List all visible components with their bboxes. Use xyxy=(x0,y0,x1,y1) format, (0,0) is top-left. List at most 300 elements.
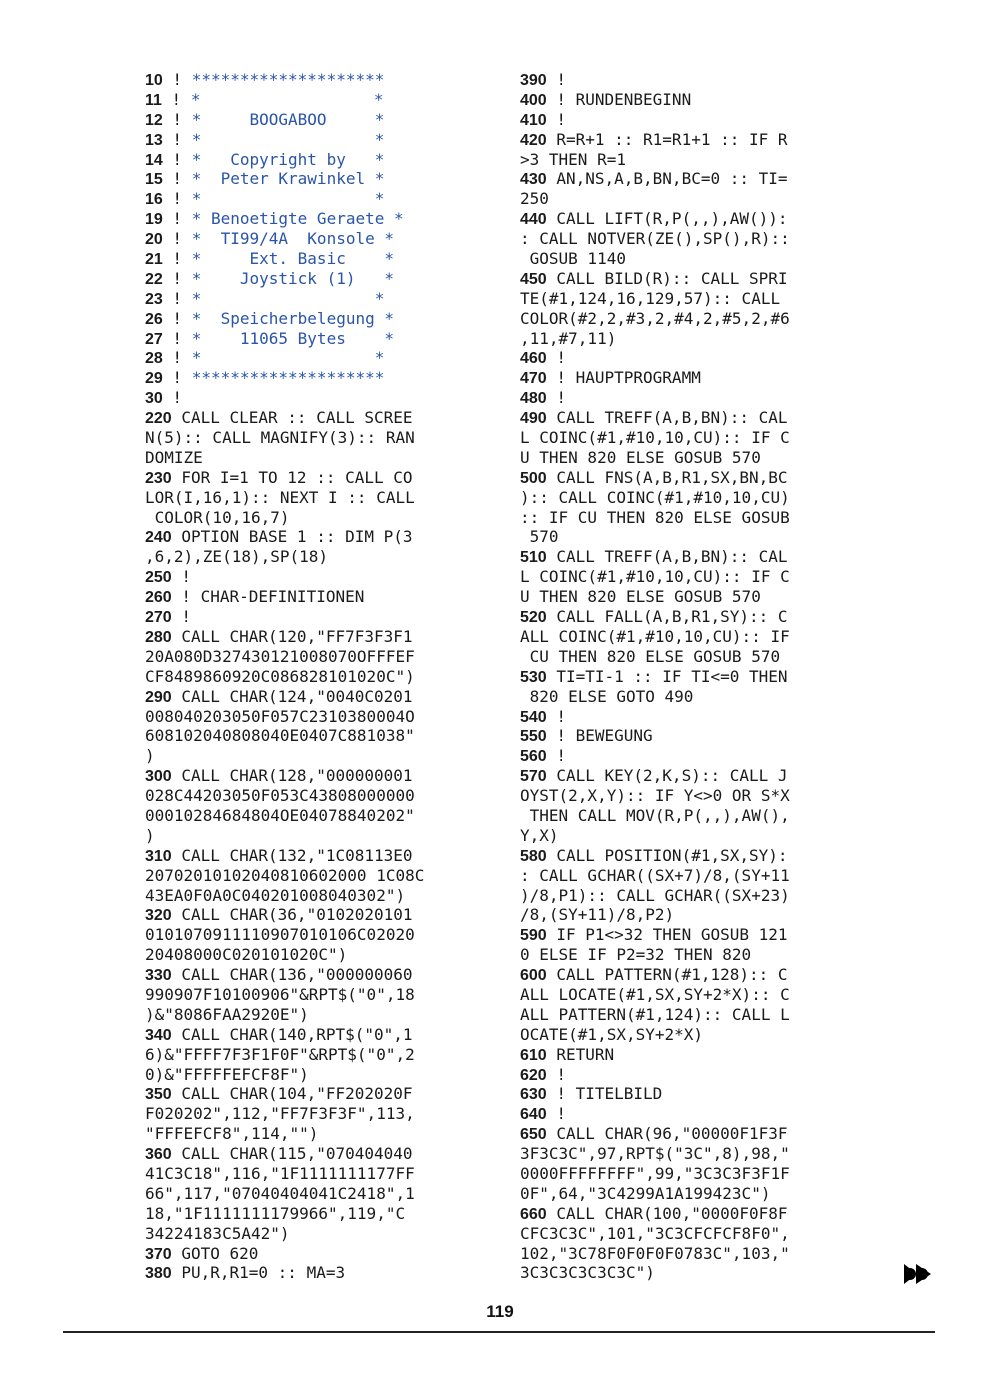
code-line xyxy=(145,488,424,508)
code-text: 0)&"FFFFFEFCF8F") xyxy=(145,1064,309,1084)
code-text: : CALL GCHAR((SX+7)/8,(SY+11 xyxy=(520,865,790,885)
code-line xyxy=(520,348,790,368)
code-text: ! TITELBILD xyxy=(546,1084,663,1104)
line-number: 410 xyxy=(520,111,547,129)
code-line xyxy=(520,567,790,587)
code-text: ! xyxy=(162,249,192,269)
code-text: CALL CHAR(115,"070404040 xyxy=(171,1144,413,1164)
code-line xyxy=(520,269,790,289)
code-text: 20408000C020101020C") xyxy=(145,945,348,965)
code-text: ! CHAR-DEFINITIONEN xyxy=(171,587,365,607)
code-text: COLOR(#2,2,#3,2,#4,2,#5,2,#6 xyxy=(520,308,790,328)
code-line xyxy=(145,726,424,746)
line-number: 30 xyxy=(145,390,163,408)
banner-text: * Benoetigte Geraete * xyxy=(191,209,404,229)
code-line xyxy=(145,90,424,110)
code-text: ALL LOCATE(#1,SX,SY+2*X):: C xyxy=(520,984,790,1004)
code-text: ! xyxy=(171,567,191,587)
code-line xyxy=(145,448,424,468)
code-text: ! xyxy=(162,268,192,288)
line-number: 230 xyxy=(145,469,172,487)
code-text: OCATE(#1,SX,SY+2*X) xyxy=(520,1024,704,1044)
code-line xyxy=(145,1164,424,1184)
line-number: 420 xyxy=(520,131,547,149)
code-line xyxy=(520,547,790,567)
code-line xyxy=(520,667,790,687)
code-line xyxy=(520,209,790,229)
line-number: 21 xyxy=(145,251,163,269)
code-line xyxy=(145,886,424,906)
code-text: ! xyxy=(162,368,192,388)
code-line xyxy=(520,1104,790,1124)
line-number: 460 xyxy=(520,350,547,368)
code-text: CALL TREFF(A,B,BN):: CAL xyxy=(546,547,788,567)
code-line xyxy=(520,70,790,90)
banner-text: * Ext. Basic * xyxy=(191,249,394,269)
line-number: 13 xyxy=(145,131,163,149)
line-number: 370 xyxy=(145,1245,172,1263)
code-text: ,6,2),ZE(18),SP(18) xyxy=(145,547,329,567)
code-text: )&"8086FAA2920E") xyxy=(145,1004,309,1024)
code-line xyxy=(520,945,790,965)
code-line xyxy=(145,269,424,289)
line-number: 29 xyxy=(145,370,163,388)
line-number: 400 xyxy=(520,91,547,109)
code-text: ! xyxy=(162,209,192,229)
code-line xyxy=(145,169,424,189)
code-line xyxy=(145,70,424,90)
code-line xyxy=(520,746,790,766)
code-text: PU,R,R1=0 :: MA=3 xyxy=(171,1263,346,1283)
code-line xyxy=(145,1084,424,1104)
code-line xyxy=(145,1263,424,1283)
code-line xyxy=(520,1144,790,1164)
code-text: CF8489860920C086828101020C") xyxy=(145,666,415,686)
code-text: ! xyxy=(162,149,192,169)
code-line xyxy=(145,1124,424,1144)
code-text: ! xyxy=(162,388,183,408)
code-text: ,11,#7,11) xyxy=(520,328,617,348)
code-text: OYST(2,X,Y):: IF Y<>0 OR S*X xyxy=(520,786,790,806)
line-number: 520 xyxy=(520,609,547,627)
code-line xyxy=(520,329,790,349)
code-text: 18,"1F1111111179966",119,"C xyxy=(145,1203,406,1223)
code-line xyxy=(520,806,790,826)
code-line xyxy=(145,527,424,547)
code-line xyxy=(145,110,424,130)
line-number: 22 xyxy=(145,270,163,288)
line-number: 490 xyxy=(520,410,547,428)
code-text: U THEN 820 ELSE GOSUB 570 xyxy=(520,587,761,607)
code-line xyxy=(145,468,424,488)
code-line xyxy=(145,826,424,846)
code-text: N(5):: CALL MAGNIFY(3):: RAN xyxy=(145,428,415,448)
line-number: 11 xyxy=(145,91,162,109)
code-line xyxy=(145,1144,424,1164)
code-text: 0 ELSE IF P2=32 THEN 820 xyxy=(520,945,752,965)
code-text: CALL PATTERN(#1,128):: C xyxy=(546,965,788,985)
line-number: 20 xyxy=(145,231,163,249)
code-text: CALL CHAR(36,"0102020101 xyxy=(171,905,413,925)
banner-text: * * xyxy=(190,89,384,109)
code-text: THEN CALL MOV(R,P(,,),AW(), xyxy=(520,805,790,825)
double-arrow-right-icon xyxy=(903,1262,935,1286)
code-text: CFC3C3C",101,"3C3CFCFCF8F0", xyxy=(520,1223,790,1243)
code-line xyxy=(520,130,790,150)
code-line xyxy=(145,925,424,945)
line-number: 540 xyxy=(520,708,547,726)
code-line xyxy=(520,408,790,428)
line-number: 12 xyxy=(145,111,163,129)
code-text: ! xyxy=(546,388,566,408)
line-number: 290 xyxy=(145,688,172,706)
code-text: 00010284684804OE04078840202" xyxy=(145,805,415,825)
code-text: ! xyxy=(162,109,192,129)
code-line xyxy=(145,667,424,687)
code-line xyxy=(520,726,790,746)
code-line xyxy=(520,169,790,189)
code-line xyxy=(145,428,424,448)
code-text: GOSUB 1140 xyxy=(520,249,626,269)
code-line xyxy=(520,905,790,925)
code-text: CALL CHAR(100,"0000F0F8F xyxy=(546,1203,788,1223)
code-line xyxy=(145,348,424,368)
banner-text: * * xyxy=(191,129,385,149)
line-number: 280 xyxy=(145,628,172,646)
line-number: 19 xyxy=(145,211,163,229)
line-number: 570 xyxy=(520,768,547,786)
line-number: 500 xyxy=(520,469,547,487)
code-text: 0F",64,"3C4299A1A199423C") xyxy=(520,1183,771,1203)
code-text: : CALL NOTVER(ZE(),SP(),R):: xyxy=(520,229,790,249)
code-text: ! xyxy=(162,348,192,368)
code-line xyxy=(520,1224,790,1244)
code-text: 20A080D327430121008070OFFFEF xyxy=(145,646,415,666)
line-number: 250 xyxy=(145,569,172,587)
code-line xyxy=(520,388,790,408)
code-line xyxy=(145,1244,424,1264)
code-text: ! xyxy=(546,1104,566,1124)
code-text: 008040203050F057C2310380004O xyxy=(145,706,415,726)
code-line xyxy=(520,527,790,547)
code-text: ! xyxy=(162,129,192,149)
code-line xyxy=(520,428,790,448)
code-text: ! xyxy=(162,70,192,89)
line-number: 23 xyxy=(145,290,163,308)
banner-text: * TI99/4A Konsole * xyxy=(191,229,394,249)
code-line xyxy=(145,1204,424,1224)
line-number: 550 xyxy=(520,728,547,746)
code-line xyxy=(520,846,790,866)
code-line xyxy=(145,249,424,269)
line-number: 300 xyxy=(145,768,172,786)
code-text: ! xyxy=(162,288,192,308)
code-text: ! xyxy=(171,607,191,627)
code-line xyxy=(520,1124,790,1144)
code-line xyxy=(145,607,424,627)
code-line xyxy=(145,985,424,1005)
left-code-column xyxy=(145,70,424,1283)
banner-text: * * xyxy=(191,189,385,209)
code-line xyxy=(520,607,790,627)
code-line xyxy=(520,448,790,468)
code-text: 990907F10100906"&RPT$("0",18 xyxy=(145,984,415,1004)
code-line xyxy=(520,1025,790,1045)
code-line xyxy=(145,965,424,985)
line-number: 600 xyxy=(520,967,547,985)
code-line xyxy=(145,408,424,428)
code-line xyxy=(145,130,424,150)
line-number: 14 xyxy=(145,151,163,169)
code-line xyxy=(145,647,424,667)
line-number: 350 xyxy=(145,1086,172,1104)
code-text: CALL CHAR(128,"000000001 xyxy=(171,766,413,786)
code-line xyxy=(145,150,424,170)
code-line xyxy=(520,90,790,110)
line-number: 310 xyxy=(145,847,172,865)
code-text: CALL CHAR(140,RPT$("0",1 xyxy=(171,1024,413,1044)
code-line xyxy=(520,488,790,508)
code-text: ALL COINC(#1,#10,10,CU):: IF xyxy=(520,626,790,646)
code-text: 6)&"FFFF7F3F1F0F"&RPT$("0",2 xyxy=(145,1044,415,1064)
code-text: TE(#1,124,16,129,57):: CALL xyxy=(520,288,781,308)
code-text: U THEN 820 ELSE GOSUB 570 xyxy=(520,447,761,467)
code-line xyxy=(145,209,424,229)
line-number: 260 xyxy=(145,589,172,607)
code-line xyxy=(520,468,790,488)
code-text: 608102040808040E0407C881038" xyxy=(145,726,415,746)
code-line xyxy=(520,1263,790,1283)
code-line xyxy=(145,567,424,587)
code-text: Y,X) xyxy=(520,825,559,845)
code-line xyxy=(145,1045,424,1065)
code-line xyxy=(145,189,424,209)
code-text: ! xyxy=(546,70,566,89)
code-text: ! xyxy=(162,328,192,348)
code-line xyxy=(520,249,790,269)
line-number: 240 xyxy=(145,529,172,547)
code-text: >3 THEN R=1 xyxy=(520,149,626,169)
code-line xyxy=(145,806,424,826)
code-line xyxy=(145,388,424,408)
code-text: ! xyxy=(162,189,192,209)
code-line xyxy=(145,1005,424,1025)
code-line xyxy=(145,587,424,607)
line-number: 450 xyxy=(520,270,547,288)
code-text: ! BEWEGUNG xyxy=(546,726,653,746)
code-line xyxy=(145,1065,424,1085)
code-line xyxy=(520,866,790,886)
code-line xyxy=(145,905,424,925)
line-number: 15 xyxy=(145,171,163,189)
code-text: IF P1<>32 THEN GOSUB 121 xyxy=(546,925,788,945)
code-text: ! xyxy=(546,706,566,726)
banner-text: * * xyxy=(191,288,385,308)
code-text: COLOR(10,16,7) xyxy=(145,507,290,527)
line-number: 610 xyxy=(520,1046,547,1064)
line-number: 560 xyxy=(520,748,547,766)
code-line xyxy=(520,508,790,528)
code-text: 34224183C5A42") xyxy=(145,1223,290,1243)
code-line xyxy=(520,1065,790,1085)
code-line xyxy=(145,508,424,528)
code-text: L COINC(#1,#10,10,CU):: IF C xyxy=(520,567,790,587)
page-number: 119 xyxy=(486,1302,514,1321)
line-number: 660 xyxy=(520,1205,547,1223)
code-line xyxy=(520,189,790,209)
code-text: LOR(I,16,1):: NEXT I :: CALL xyxy=(145,487,415,507)
code-text: 102,"3C78F0F0F0F0783C",103," xyxy=(520,1243,790,1263)
code-text: 66",117,"07040404041C2418",1 xyxy=(145,1183,415,1203)
code-line xyxy=(520,766,790,786)
line-number: 10 xyxy=(145,72,163,89)
code-text: ! xyxy=(162,229,192,249)
code-line xyxy=(145,766,424,786)
code-text: OPTION BASE 1 :: DIM P(3 xyxy=(171,527,413,547)
code-text: DOMIZE xyxy=(145,447,203,467)
code-text: ALL PATTERN(#1,124):: CALL L xyxy=(520,1004,790,1024)
code-text: "FFFEFCF8",114,"") xyxy=(145,1124,319,1144)
code-line xyxy=(520,687,790,707)
code-line xyxy=(520,1005,790,1025)
footer-divider xyxy=(63,1331,935,1333)
code-text: 570 xyxy=(520,527,559,547)
code-line xyxy=(520,985,790,1005)
code-line xyxy=(520,965,790,985)
code-text: 0000FFFFFFFF",99,"3C3C3F3F1F xyxy=(520,1163,790,1183)
code-text: R=R+1 :: R1=R1+1 :: IF R xyxy=(546,129,788,149)
code-line xyxy=(520,229,790,249)
code-text: CALL CHAR(132,"1C08113E0 xyxy=(171,845,413,865)
banner-text: * Copyright by * xyxy=(191,149,385,169)
code-line xyxy=(520,886,790,906)
code-line xyxy=(145,1184,424,1204)
code-line xyxy=(145,1025,424,1045)
code-line xyxy=(520,647,790,667)
banner-text: ******************** xyxy=(191,70,385,89)
line-number: 26 xyxy=(145,310,163,328)
code-line xyxy=(145,687,424,707)
code-line xyxy=(145,945,424,965)
code-text: 3C3C3C3C3C3C") xyxy=(520,1263,655,1283)
code-line xyxy=(145,846,424,866)
code-line xyxy=(145,368,424,388)
code-text: FOR I=1 TO 12 :: CALL CO xyxy=(171,467,413,487)
code-text: CALL KEY(2,K,S):: CALL J xyxy=(546,766,788,786)
code-text: CALL POSITION(#1,SX,SY): xyxy=(546,845,788,865)
line-number: 590 xyxy=(520,927,547,945)
code-line xyxy=(145,229,424,249)
line-number: 220 xyxy=(145,410,172,428)
code-text: 41C3C18",116,"1F1111111177FF xyxy=(145,1163,415,1183)
code-line xyxy=(520,1045,790,1065)
line-number: 620 xyxy=(520,1066,547,1084)
code-text: CALL CLEAR :: CALL SCREE xyxy=(171,408,413,428)
line-number: 340 xyxy=(145,1026,172,1044)
code-text: GOTO 620 xyxy=(171,1243,259,1263)
line-number: 380 xyxy=(145,1265,172,1283)
code-line xyxy=(520,289,790,309)
code-line xyxy=(145,707,424,727)
code-text: 20702010102040810602000 1C08C xyxy=(145,865,425,885)
code-text: CALL FNS(A,B,R1,SX,BN,BC xyxy=(546,467,788,487)
code-text: ! xyxy=(546,1064,566,1084)
banner-text: * * xyxy=(191,348,385,368)
banner-text: * Peter Krawinkel * xyxy=(191,169,385,189)
code-text: CALL CHAR(96,"00000F1F3F xyxy=(546,1124,788,1144)
banner-text: * Joystick (1) * xyxy=(191,268,394,288)
code-line xyxy=(145,627,424,647)
code-text: CALL CHAR(136,"000000060 xyxy=(171,965,413,985)
code-line xyxy=(520,925,790,945)
code-line xyxy=(520,627,790,647)
code-line xyxy=(520,1204,790,1224)
line-number: 360 xyxy=(145,1146,172,1164)
code-line xyxy=(520,1244,790,1264)
code-text: 43EA0F0A0C040201008040302") xyxy=(145,885,406,905)
line-number: 510 xyxy=(520,549,547,567)
code-line xyxy=(145,309,424,329)
code-line xyxy=(145,547,424,567)
code-line xyxy=(520,826,790,846)
code-text: ! xyxy=(546,109,566,129)
right-code-column xyxy=(520,70,790,1283)
line-number: 650 xyxy=(520,1126,547,1144)
code-text: ! RUNDENBEGINN xyxy=(546,89,692,109)
code-line xyxy=(520,368,790,388)
code-text: ! xyxy=(546,746,566,766)
code-line xyxy=(145,786,424,806)
code-text: RETURN xyxy=(546,1044,615,1064)
code-text: AN,NS,A,B,BN,BC=0 :: TI= xyxy=(546,169,788,189)
line-number: 480 xyxy=(520,390,547,408)
line-number: 270 xyxy=(145,609,172,627)
line-number: 330 xyxy=(145,967,172,985)
line-number: 640 xyxy=(520,1106,547,1124)
code-line xyxy=(520,1184,790,1204)
code-text: 0101070911110907010106C02020 xyxy=(145,925,415,945)
code-text: ! xyxy=(162,308,192,328)
code-text: 820 ELSE GOTO 490 xyxy=(520,686,694,706)
code-line xyxy=(145,1104,424,1124)
code-text: CALL CHAR(104,"FF202020F xyxy=(171,1084,413,1104)
line-number: 630 xyxy=(520,1086,547,1104)
code-text: CALL LIFT(R,P(,,),AW()): xyxy=(546,209,788,229)
line-number: 27 xyxy=(145,330,163,348)
code-text: CALL FALL(A,B,R1,SY):: C xyxy=(546,607,788,627)
line-number: 580 xyxy=(520,847,547,865)
code-text: ! xyxy=(546,348,566,368)
code-text: TI=TI-1 :: IF TI<=0 THEN xyxy=(546,666,788,686)
code-text: 3F3C3C",97,RPT$("3C",8),98," xyxy=(520,1144,790,1164)
code-line xyxy=(520,1084,790,1104)
code-text: CALL BILD(R):: CALL SPRI xyxy=(546,268,788,288)
code-line xyxy=(520,309,790,329)
code-line xyxy=(520,150,790,170)
code-text: 250 xyxy=(520,189,549,209)
line-number: 28 xyxy=(145,350,163,368)
banner-text: * BOOGABOO * xyxy=(191,109,385,129)
code-line xyxy=(145,866,424,886)
code-line xyxy=(145,746,424,766)
code-text: ! xyxy=(161,89,191,109)
code-text: )/8,P1):: CALL GCHAR((SX+23) xyxy=(520,885,790,905)
code-line xyxy=(520,1164,790,1184)
code-text: ! HAUPTPROGRAMM xyxy=(546,368,701,388)
code-line xyxy=(520,786,790,806)
code-text: ! xyxy=(162,169,192,189)
banner-text: * Speicherbelegung * xyxy=(191,308,394,328)
